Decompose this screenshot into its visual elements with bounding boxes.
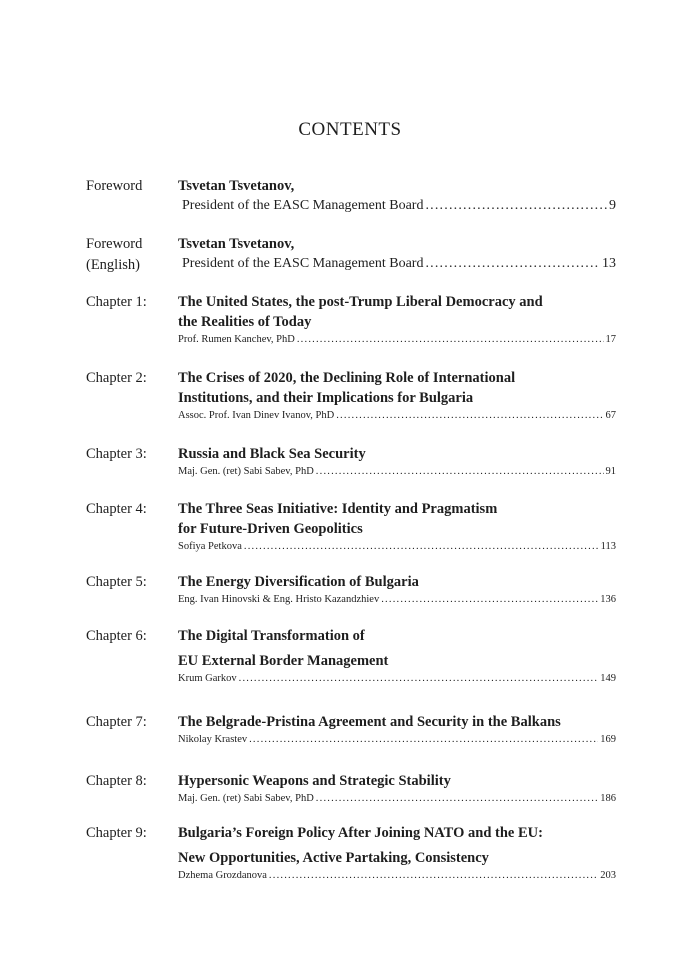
entry-heading: Tsvetan Tsvetanov, bbox=[178, 236, 295, 252]
dot-leader bbox=[336, 408, 603, 424]
entry-label: Chapter 7: bbox=[86, 714, 147, 730]
dot-leader bbox=[381, 592, 598, 608]
entry-heading: Russia and Black Sea Security bbox=[178, 446, 366, 462]
entry-author-line bbox=[178, 408, 616, 424]
entry-author-line bbox=[178, 791, 616, 807]
entry-body bbox=[178, 626, 616, 687]
entry-author-line bbox=[178, 732, 616, 748]
entry-author: Eng. Ivan Hinovski & Eng. Hristo Kazandzhiev bbox=[178, 594, 380, 605]
dot-leader bbox=[249, 732, 598, 748]
page-number[interactable]: 9 bbox=[609, 198, 616, 213]
dot-leader bbox=[297, 332, 604, 348]
page-number[interactable]: 186 bbox=[600, 793, 616, 804]
entry-heading-line-2: the Realities of Today bbox=[178, 314, 312, 330]
entry-heading: Hypersonic Weapons and Strategic Stability bbox=[178, 773, 451, 789]
entry-author-line bbox=[178, 592, 616, 608]
dot-leader bbox=[239, 671, 599, 687]
entry-body bbox=[178, 771, 616, 807]
entry-author: President of the EASC Management Board bbox=[182, 198, 424, 213]
dot-leader bbox=[316, 464, 604, 480]
entry-heading-line-1: The Crises of 2020, the Declining Role of International bbox=[178, 370, 516, 386]
entry-body bbox=[178, 368, 616, 424]
entry-heading-line-2: Institutions, and their Implications for Bulgaria bbox=[178, 390, 474, 406]
entry-body bbox=[178, 176, 616, 216]
entry-heading-line-1: Bulgaria’s Foreign Policy After Joining NATO and the EU: bbox=[178, 825, 543, 841]
entry-author: Sofiya Petkova bbox=[178, 541, 242, 552]
page-number[interactable]: 17 bbox=[605, 334, 616, 345]
entry-body bbox=[178, 234, 616, 274]
entry-label: Chapter 1: bbox=[86, 294, 147, 310]
entry-body bbox=[178, 712, 616, 748]
entry-label: Foreword bbox=[86, 178, 143, 194]
entry-body bbox=[178, 572, 616, 608]
entry-author: Nikolay Krastev bbox=[178, 734, 248, 745]
page-number[interactable]: 13 bbox=[602, 256, 616, 271]
entry-label: Chapter 4: bbox=[86, 501, 147, 517]
page-title: CONTENTS bbox=[298, 119, 402, 140]
entry-heading-line-2: for Future-Driven Geopolitics bbox=[178, 521, 363, 537]
dot-leader bbox=[425, 254, 600, 274]
entry-heading-line-1: The United States, the post-Trump Liberal Democracy and bbox=[178, 294, 543, 310]
entry-body bbox=[178, 499, 616, 555]
entry-author-line bbox=[178, 868, 616, 884]
page-number[interactable]: 67 bbox=[605, 410, 616, 421]
entry-author-line bbox=[178, 254, 616, 274]
entry-author-line bbox=[178, 332, 616, 348]
entry-body bbox=[178, 823, 616, 884]
page-number[interactable]: 149 bbox=[600, 673, 616, 684]
entry-label: Chapter 2: bbox=[86, 370, 147, 386]
entry-author: Dzhema Grozdanova bbox=[178, 870, 267, 881]
page-number[interactable]: 136 bbox=[600, 594, 616, 605]
entry-body bbox=[178, 292, 616, 348]
entry-label: Chapter 6: bbox=[86, 628, 147, 644]
dot-leader bbox=[269, 868, 598, 884]
entry-heading: The Belgrade-Pristina Agreement and Security in the Balkans bbox=[178, 714, 561, 730]
entry-heading-line-2: EU External Border Management bbox=[178, 653, 389, 669]
entry-author: President of the EASC Management Board bbox=[182, 256, 424, 271]
entry-label: Chapter 9: bbox=[86, 825, 147, 841]
dot-leader bbox=[316, 791, 598, 807]
page-number[interactable]: 91 bbox=[605, 466, 616, 477]
entry-author: Krum Garkov bbox=[178, 673, 237, 684]
entry-author: Maj. Gen. (ret) Sabi Sabev, PhD bbox=[178, 466, 314, 477]
entry-author: Prof. Rumen Kanchev, PhD bbox=[178, 334, 295, 345]
page-number[interactable]: 169 bbox=[600, 734, 616, 745]
entry-author: Assoc. Prof. Ivan Dinev Ivanov, PhD bbox=[178, 410, 335, 421]
entry-label: Chapter 3: bbox=[86, 446, 147, 462]
page-number[interactable]: 113 bbox=[600, 541, 616, 552]
page-number[interactable]: 203 bbox=[600, 870, 616, 881]
entry-heading: The Energy Diversification of Bulgaria bbox=[178, 574, 419, 590]
dot-leader bbox=[425, 196, 607, 216]
entry-heading-line-1: The Three Seas Initiative: Identity and Pragmatism bbox=[178, 501, 498, 517]
entry-heading-line-2: New Opportunities, Active Partaking, Consistency bbox=[178, 850, 489, 866]
entry-author-line bbox=[178, 539, 616, 555]
entry-body bbox=[178, 444, 616, 480]
entry-heading: Tsvetan Tsvetanov, bbox=[178, 178, 295, 194]
entry-author-line bbox=[178, 671, 616, 687]
entry-label: Chapter 8: bbox=[86, 773, 147, 789]
entry-label: Foreword (English) bbox=[86, 236, 143, 273]
entry-heading-line-1: The Digital Transformation of bbox=[178, 628, 365, 644]
entry-author-line bbox=[178, 464, 616, 480]
entry-author-line bbox=[178, 196, 616, 216]
dot-leader bbox=[244, 539, 599, 555]
entry-label: Chapter 5: bbox=[86, 574, 147, 590]
entry-author: Maj. Gen. (ret) Sabi Sabev, PhD bbox=[178, 793, 314, 804]
